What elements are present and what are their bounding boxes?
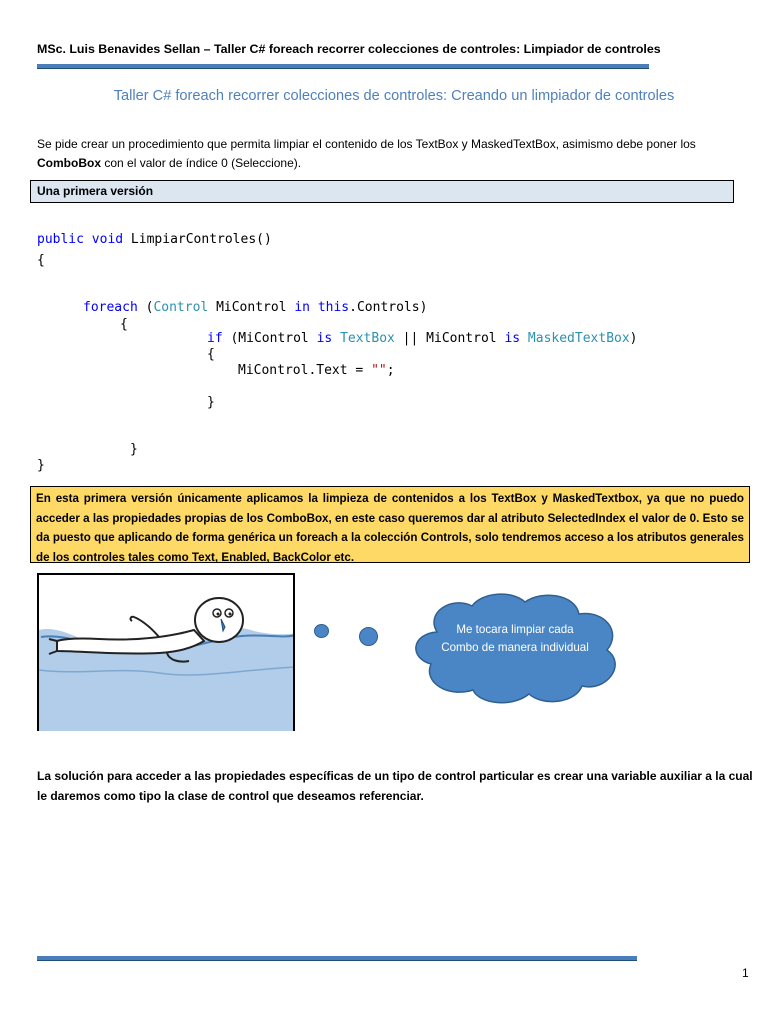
code-string: "" — [371, 363, 387, 378]
code-keyword: if — [207, 331, 223, 346]
solution-paragraph: La solución para acceder a las propiedades específicas de un tipo de control particular es crear una variable auxiliar a la cual le daremos como tipo la clase de control que deseamos referenciar. — [37, 769, 753, 803]
code-text: ; — [386, 363, 395, 378]
section-heading-label: Una primera versión — [37, 184, 154, 198]
code-keyword: is — [504, 331, 521, 346]
code-keyword: foreach — [83, 300, 138, 315]
code-line-5 — [207, 331, 638, 346]
footer-rule — [37, 956, 637, 961]
code-line-3 — [83, 300, 427, 315]
code-text: ( — [137, 300, 154, 315]
code-line-7 — [238, 363, 395, 378]
page-number: 1 — [742, 966, 749, 980]
code-text: MiControl.Text = — [238, 363, 372, 378]
document-title: Taller C# foreach recorrer colecciones de controles: Creando un limpiador de controles — [113, 88, 675, 104]
section-heading — [30, 180, 734, 203]
code-line-6: { — [207, 347, 215, 362]
code-line-2: { — [37, 253, 45, 268]
intro-text-2: con el valor de índice 0 (Seleccione). — [101, 156, 302, 170]
code-text: ) — [629, 331, 638, 346]
code-text: .Controls) — [349, 300, 428, 315]
code-keyword: this — [317, 300, 350, 315]
lying-figure-illustration — [39, 575, 293, 731]
code-line-1 — [37, 232, 272, 247]
thought-bubble-dot-small — [314, 624, 329, 638]
thought-bubble-dot-large — [359, 627, 378, 646]
code-text: (MiControl — [222, 331, 317, 346]
code-text: || MiControl — [394, 331, 505, 346]
code-type: Control — [153, 300, 209, 315]
code-line-10: } — [37, 458, 45, 473]
code-text: MiControl — [208, 300, 295, 315]
code-keyword: void — [91, 232, 124, 247]
note-box — [30, 486, 750, 563]
intro-text-1: Se pide crear un procedimiento que permita limpiar el contenido de los TextBox y MaskedTextBox, asimismo debe poner los — [37, 137, 696, 151]
code-keyword: in — [294, 300, 310, 315]
code-line-4: { — [120, 317, 128, 332]
cloud-text: Me tocara limpiar cada Combo de manera individual — [441, 623, 589, 654]
code-keyword: is — [316, 331, 333, 346]
code-type: MaskedTextBox — [527, 331, 630, 346]
intro-paragraph — [37, 135, 737, 173]
code-keyword: public — [37, 232, 84, 247]
code-text: LimpiarControles() — [123, 232, 272, 247]
code-type: TextBox — [340, 331, 395, 346]
code-line-8: } — [207, 395, 215, 410]
note-text: En esta primera versión únicamente aplicamos la limpieza de contenidos a los TextBox y MaskedTextbox, ya que no puedo acceder a las propiedades propias de los ComboBox, en este caso queremos dar al atributo SelectedIndex el valor de 0. Esto se da puesto que aplicando de forma genérica un foreach a la colección Controls, solo tendremos acceso a los atributos generales de los controles tales como Text, Enabled, BackColor etc. — [36, 492, 744, 564]
page-header: MSc. Luis Benavides Sellan – Taller C# foreach recorrer colecciones de controles: Limpiador de controles — [37, 42, 661, 56]
header-rule — [37, 64, 649, 69]
illustration-image — [37, 573, 295, 731]
intro-bold-combobox: ComboBox — [37, 156, 101, 170]
code-line-9: } — [130, 442, 138, 457]
